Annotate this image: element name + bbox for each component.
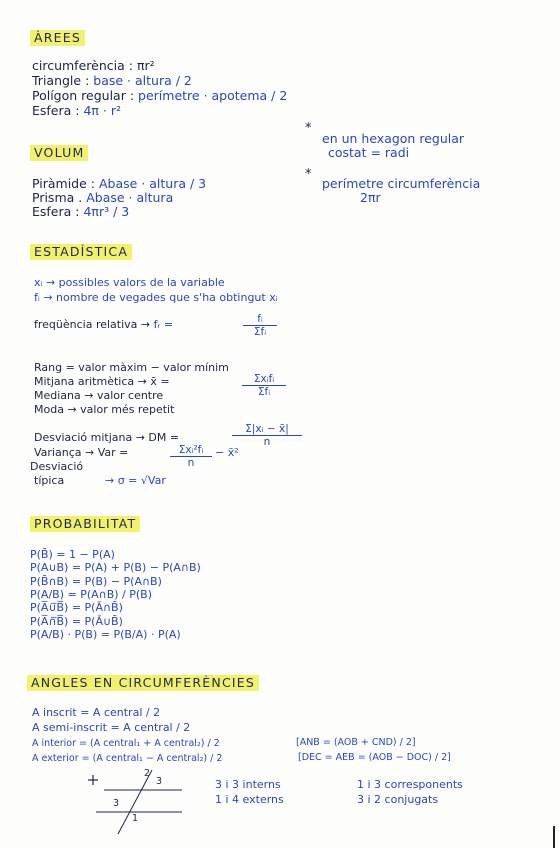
var-num: Σxᵢ²fᵢ <box>178 444 204 456</box>
note-perimeter-1: perímetre circumferència <box>322 176 481 191</box>
stat-mediana: Mediana → valor centre <box>34 389 164 402</box>
pir-label: Piràmide <box>32 176 87 191</box>
area-polygon <box>32 89 287 103</box>
angle-exterior: A exterior = (A central₁ − A central₂) / 2 <box>32 753 223 764</box>
note-hexagon-1: en un hexagon regular <box>322 131 465 146</box>
var-tail: − x̄² <box>215 446 239 459</box>
esf-formula: 4π · r² <box>83 103 122 118</box>
desv-den: n <box>232 435 302 448</box>
freq-lhs: fᵣ = <box>153 318 174 331</box>
pri-formula: Abase · altura <box>86 190 174 205</box>
stat-desv: Desviació mitjana → DM = <box>34 431 180 444</box>
desv-num: Σ|xᵢ − x̄| <box>245 423 289 435</box>
colon: : <box>124 58 137 73</box>
stat-mitjana <box>34 375 170 389</box>
section-header-estadistica: ESTADÍSTICA <box>30 244 132 260</box>
section-header-angles: ANGLES EN CIRCUMFERÈNCIES <box>27 675 259 691</box>
freq-num: fᵢ <box>257 313 263 325</box>
esf-label: Esfera <box>32 103 72 118</box>
note-hexagon-2: costat = radi <box>328 145 410 160</box>
colon: . <box>74 190 87 205</box>
asterisk-icon: * <box>305 167 312 182</box>
stat-tipica-2: típica <box>34 474 65 487</box>
diagram-label-d: 1 <box>132 813 139 824</box>
stat-moda: Moda → valor més repetit <box>34 403 175 416</box>
colon: : <box>81 73 94 88</box>
angle-inscrit: A inscrit = A central / 2 <box>32 706 161 719</box>
probability-formula: P(A/B) · P(B) = P(B/A) · P(A) <box>30 627 181 641</box>
var-label: Variança → Var = <box>34 446 129 459</box>
tri-label: Triangle <box>32 73 82 88</box>
angle-note-corresponents: 1 i 3 corresponents <box>357 778 463 791</box>
var-fraction <box>170 444 212 469</box>
circ-formula: πr² <box>136 58 155 73</box>
stat-fi: fᵢ → nombre de vegades que s'ha obtingut xᵢ <box>34 291 278 304</box>
angle-semi-inscrit: A semi-inscrit = A central / 2 <box>32 721 191 734</box>
rang-text: Rang = valor màxim − valor mínim <box>34 361 229 374</box>
section-header-arees: ÀREES <box>30 30 85 46</box>
mitjana-label: Mitjana aritmètica → x̄ = <box>34 375 170 388</box>
freq-label: freqüència relativa → <box>34 318 151 331</box>
freq-fraction <box>243 313 277 338</box>
mitjana-den: Σfᵢ <box>242 385 286 398</box>
section-header-probabilitat: PROBABILITAT <box>30 516 140 532</box>
probability-formula: P(B̄) = 1 − P(A) <box>30 548 115 561</box>
var-den: n <box>170 456 212 469</box>
stat-tipica-1: Desviació <box>30 460 84 473</box>
area-triangle <box>32 74 192 88</box>
vol-pyramid <box>32 177 206 191</box>
diagram-label-c: 3 <box>113 798 120 809</box>
vesf-formula: 4πr³ / 3 <box>83 204 130 219</box>
angle-note-externs: 1 i 4 externs <box>215 793 284 806</box>
pir-formula: Abase · altura / 3 <box>98 176 207 191</box>
colon: : <box>125 88 139 103</box>
colon: : <box>86 176 99 191</box>
mitjana-fraction <box>242 373 286 398</box>
angle-note-conjugats: 3 i 2 conjugats <box>357 793 439 806</box>
freq-den: Σfᵢ <box>243 325 277 338</box>
probability-formula: P(B̄∩B) = P(B) − P(A∩B) <box>30 574 162 588</box>
pri-label: Prisma <box>32 190 75 205</box>
tri-formula: base · altura / 2 <box>93 73 192 88</box>
mitjana-num: Σxᵢfᵢ <box>253 373 275 385</box>
asterisk-icon: * <box>305 121 312 136</box>
stat-tipica-formula: → σ = √Var <box>105 474 166 487</box>
vol-sphere <box>32 205 129 219</box>
probability-formula: P(A/B) = P(A∩B) / P(B) <box>30 587 153 601</box>
diagram-label-a: 2 <box>144 768 151 779</box>
circ-label: circumferència <box>32 58 125 73</box>
pol-formula: perímetre · apotema / 2 <box>138 88 288 103</box>
stat-xi: xᵢ → possibles valors de la variable <box>34 276 225 289</box>
paper-edge <box>553 826 555 848</box>
section-header-volum: VOLUM <box>30 145 88 161</box>
area-circumference <box>32 59 155 73</box>
angle-note-interns: 3 i 3 interns <box>215 778 281 791</box>
colon: : <box>71 204 84 219</box>
probability-formula: P(A∪B) = P(A) + P(B) − P(A∩B) <box>30 561 201 575</box>
probability-formula: P(A̅∪̅B̅) = P(Ā∩B̄) <box>30 601 123 615</box>
diagram-label-b: 3 <box>156 776 163 787</box>
angle-interior: A interior = (A central₁ + A central₂) / 2 <box>32 738 220 749</box>
stat-freq <box>34 318 173 332</box>
pol-label: Polígon regular <box>32 88 126 103</box>
angle-interior-example: [ANB = (AOB + CND) / 2] <box>296 737 416 748</box>
colon: : <box>71 103 84 118</box>
vesf-label: Esfera <box>32 204 72 219</box>
angle-exterior-example: [DEC = AEB = (AOB − DOC) / 2] <box>298 752 451 763</box>
stat-var <box>34 446 128 460</box>
note-perimeter-2: 2πr <box>360 190 381 205</box>
area-sphere <box>32 104 121 118</box>
stat-rang <box>34 361 229 375</box>
vol-prism <box>32 191 173 205</box>
probability-formula: P(A̅∩̅B̅) = P(Ā∪B̄) <box>30 614 123 628</box>
desv-fraction <box>232 423 302 448</box>
